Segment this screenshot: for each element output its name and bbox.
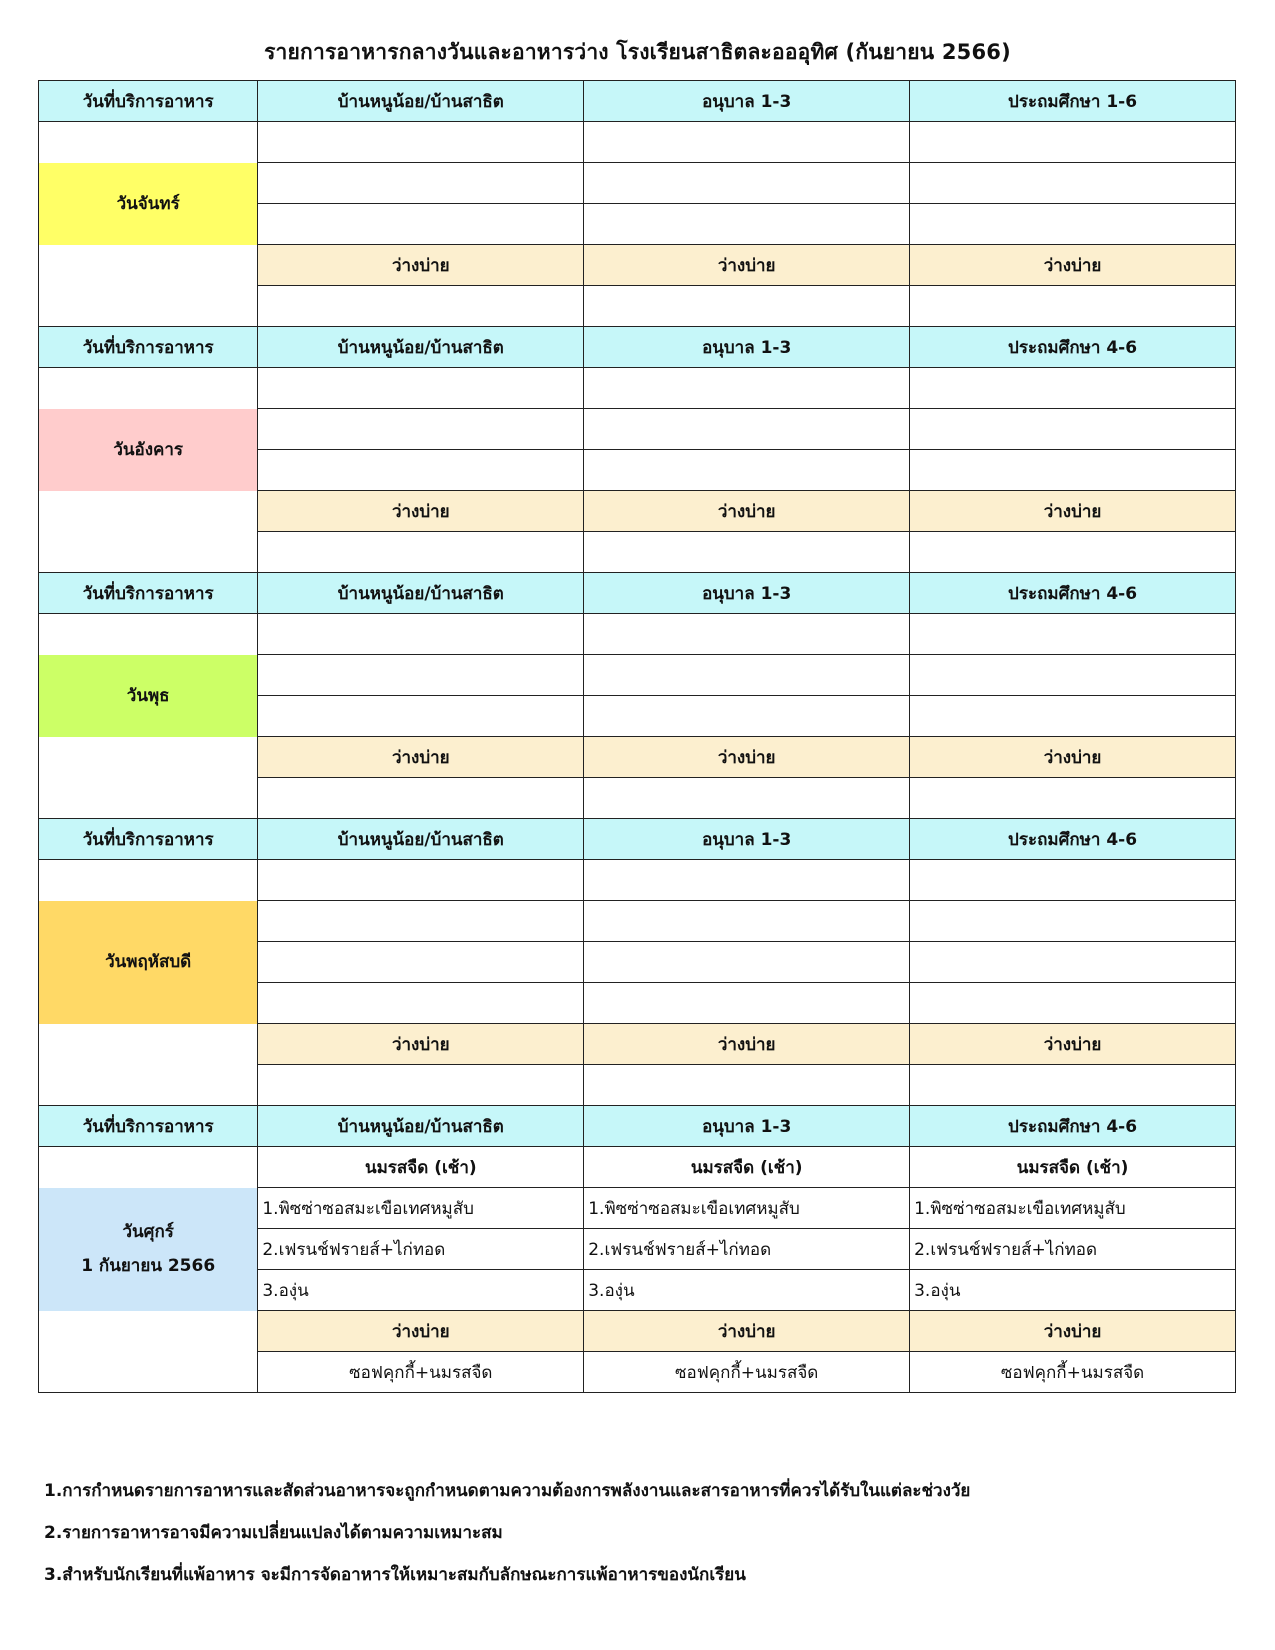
table-row bbox=[39, 368, 1236, 409]
day-label-thursday bbox=[39, 901, 258, 1024]
column-header: ประถมศึกษา 4-6 bbox=[910, 573, 1236, 614]
column-header: ประถมศึกษา 4-6 bbox=[910, 819, 1236, 860]
day-column-header: วันที่บริการอาหาร bbox=[39, 1106, 258, 1147]
menu-cell bbox=[910, 450, 1236, 491]
menu-cell bbox=[584, 122, 910, 163]
footnote: 1.การกำหนดรายการอาหารและสัดส่วนอาหารจะถูกกำหนดตามความต้องการพลังงานและสารอาหารที่ควรได้รับในแต่ละช่วงวัย bbox=[44, 1481, 971, 1501]
menu-cell bbox=[584, 614, 910, 655]
day-name: วันศุกร์ bbox=[122, 1222, 174, 1242]
menu-cell bbox=[258, 901, 584, 942]
day-spacer bbox=[39, 778, 258, 819]
footnote: 3.สำหรับนักเรียนที่แพ้อาหาร จะมีการจัดอาหารให้เหมาะสมกับลักษณะการแพ้อาหารของนักเรียน bbox=[44, 1565, 746, 1585]
menu-cell bbox=[258, 163, 584, 204]
day-column-header: วันที่บริการอาหาร bbox=[39, 819, 258, 860]
day-date: 1 กันยายน 2566 bbox=[81, 1256, 216, 1276]
table-row bbox=[39, 860, 1236, 901]
menu-cell: 3.องุ่น bbox=[584, 1270, 910, 1311]
day-spacer bbox=[39, 860, 258, 901]
menu-cell bbox=[584, 655, 910, 696]
menu-cell: นมรสจืด (เช้า) bbox=[910, 1147, 1236, 1188]
menu-cell bbox=[584, 450, 910, 491]
snack-label: ว่างบ่าย bbox=[910, 737, 1236, 778]
day-spacer bbox=[39, 532, 258, 573]
day-label-tuesday bbox=[39, 409, 258, 491]
menu-cell bbox=[584, 983, 910, 1024]
table-row bbox=[39, 1147, 1236, 1188]
menu-cell bbox=[910, 163, 1236, 204]
table-row bbox=[39, 163, 1236, 204]
day-name: วันพุธ bbox=[126, 685, 170, 706]
day-spacer bbox=[39, 491, 258, 532]
column-header: อนุบาล 1-3 bbox=[584, 819, 910, 860]
menu-cell bbox=[910, 409, 1236, 450]
menu-cell bbox=[258, 122, 584, 163]
snack-cell bbox=[584, 1065, 910, 1106]
day-spacer bbox=[39, 614, 258, 655]
snack-row bbox=[39, 778, 1236, 819]
snack-row bbox=[39, 532, 1236, 573]
snack-cell: ซอฟคุกกี้+นมรสจืด bbox=[584, 1352, 910, 1393]
snack-row bbox=[39, 1065, 1236, 1106]
snack-label: ว่างบ่าย bbox=[258, 245, 584, 286]
header-row bbox=[39, 573, 1236, 614]
menu-cell bbox=[584, 368, 910, 409]
menu-cell bbox=[258, 942, 584, 983]
snack-label: ว่างบ่าย bbox=[584, 737, 910, 778]
menu-cell bbox=[910, 860, 1236, 901]
day-spacer bbox=[39, 368, 258, 409]
column-header: บ้านหนูน้อย/บ้านสาธิต bbox=[258, 327, 584, 368]
menu-cell: 1.พิซซ่าซอสมะเขือเทศหมูสับ bbox=[258, 1188, 584, 1229]
day-name: วันจันทร์ bbox=[116, 193, 180, 214]
menu-cell bbox=[584, 409, 910, 450]
menu-cell bbox=[258, 204, 584, 245]
column-header: อนุบาล 1-3 bbox=[584, 81, 910, 122]
menu-cell bbox=[258, 655, 584, 696]
footnotes bbox=[44, 1470, 970, 1596]
menu-cell bbox=[258, 860, 584, 901]
snack-label: ว่างบ่าย bbox=[258, 491, 584, 532]
column-header: ประถมศึกษา 4-6 bbox=[910, 1106, 1236, 1147]
day-spacer bbox=[39, 245, 258, 286]
snack-cell: ซอฟคุกกี้+นมรสจืด bbox=[258, 1352, 584, 1393]
snack-row bbox=[39, 286, 1236, 327]
snack-label: ว่างบ่าย bbox=[258, 1024, 584, 1065]
snack-label: ว่างบ่าย bbox=[258, 737, 584, 778]
snack-cell bbox=[584, 286, 910, 327]
menu-cell: นมรสจืด (เช้า) bbox=[584, 1147, 910, 1188]
day-column-header: วันที่บริการอาหาร bbox=[39, 327, 258, 368]
snack-cell: ซอฟคุกกี้+นมรสจืด bbox=[910, 1352, 1236, 1393]
day-block-thursday bbox=[39, 819, 1236, 1106]
menu-cell bbox=[584, 901, 910, 942]
day-column-header: วันที่บริการอาหาร bbox=[39, 573, 258, 614]
footnote: 2.รายการอาหารอาจมีความเปลี่ยนแปลงได้ตามความเหมาะสม bbox=[44, 1523, 503, 1543]
day-label-friday bbox=[39, 1188, 258, 1311]
column-header: ประถมศึกษา 1-6 bbox=[910, 81, 1236, 122]
header-row bbox=[39, 81, 1236, 122]
snack-cell bbox=[584, 532, 910, 573]
day-spacer bbox=[39, 286, 258, 327]
menu-cell bbox=[584, 204, 910, 245]
snack-label: ว่างบ่าย bbox=[258, 1311, 584, 1352]
snack-cell bbox=[258, 1065, 584, 1106]
menu-cell: 1.พิซซ่าซอสมะเขือเทศหมูสับ bbox=[584, 1188, 910, 1229]
column-header: บ้านหนูน้อย/บ้านสาธิต bbox=[258, 573, 584, 614]
menu-cell bbox=[910, 696, 1236, 737]
day-column-header: วันที่บริการอาหาร bbox=[39, 81, 258, 122]
snack-label: ว่างบ่าย bbox=[584, 245, 910, 286]
menu-cell bbox=[910, 614, 1236, 655]
menu-cell bbox=[258, 614, 584, 655]
menu-table bbox=[38, 80, 1236, 1393]
snack-header-row bbox=[39, 245, 1236, 286]
menu-cell bbox=[258, 983, 584, 1024]
column-header: บ้านหนูน้อย/บ้านสาธิต bbox=[258, 1106, 584, 1147]
menu-cell: นมรสจืด (เช้า) bbox=[258, 1147, 584, 1188]
menu-cell bbox=[910, 942, 1236, 983]
menu-cell bbox=[258, 368, 584, 409]
table-row bbox=[39, 901, 1236, 942]
snack-cell bbox=[584, 778, 910, 819]
snack-label: ว่างบ่าย bbox=[584, 491, 910, 532]
day-spacer bbox=[39, 1311, 258, 1352]
menu-cell: 2.เฟรนช์ฟรายส์+ไก่ทอด bbox=[910, 1229, 1236, 1270]
snack-header-row bbox=[39, 491, 1236, 532]
snack-cell bbox=[910, 778, 1236, 819]
snack-cell bbox=[258, 286, 584, 327]
menu-cell bbox=[910, 368, 1236, 409]
header-row bbox=[39, 1106, 1236, 1147]
column-header: อนุบาล 1-3 bbox=[584, 327, 910, 368]
table-row bbox=[39, 409, 1236, 450]
menu-cell: 2.เฟรนช์ฟรายส์+ไก่ทอด bbox=[584, 1229, 910, 1270]
snack-header-row bbox=[39, 1311, 1236, 1352]
table-row bbox=[39, 655, 1236, 696]
page-title: รายการอาหารกลางวันและอาหารว่าง โรงเรียนสาธิตละอออุทิศ (กันยายน 2566) bbox=[264, 40, 1011, 64]
day-name: วันพฤหัสบดี bbox=[105, 952, 192, 972]
menu-cell: 3.องุ่น bbox=[258, 1270, 584, 1311]
day-block-monday bbox=[39, 81, 1236, 327]
menu-cell bbox=[910, 122, 1236, 163]
day-spacer bbox=[39, 737, 258, 778]
menu-cell bbox=[584, 163, 910, 204]
snack-cell bbox=[910, 286, 1236, 327]
snack-cell bbox=[258, 532, 584, 573]
snack-label: ว่างบ่าย bbox=[910, 1024, 1236, 1065]
table-row bbox=[39, 614, 1236, 655]
header-row bbox=[39, 327, 1236, 368]
day-spacer bbox=[39, 1024, 258, 1065]
menu-cell bbox=[584, 696, 910, 737]
menu-cell bbox=[910, 983, 1236, 1024]
column-header: ประถมศึกษา 4-6 bbox=[910, 327, 1236, 368]
day-name: วันอังคาร bbox=[113, 439, 184, 460]
day-spacer bbox=[39, 1147, 258, 1188]
day-spacer bbox=[39, 1065, 258, 1106]
menu-cell: 2.เฟรนช์ฟรายส์+ไก่ทอด bbox=[258, 1229, 584, 1270]
snack-label: ว่างบ่าย bbox=[910, 245, 1236, 286]
snack-label: ว่างบ่าย bbox=[584, 1311, 910, 1352]
day-spacer bbox=[39, 1352, 258, 1393]
menu-cell: 1.พิซซ่าซอสมะเขือเทศหมูสับ bbox=[910, 1188, 1236, 1229]
menu-cell bbox=[584, 860, 910, 901]
snack-header-row bbox=[39, 737, 1236, 778]
day-block-friday bbox=[39, 1106, 1236, 1393]
table-row bbox=[39, 122, 1236, 163]
menu-cell bbox=[910, 655, 1236, 696]
menu-cell bbox=[258, 696, 584, 737]
snack-cell bbox=[910, 532, 1236, 573]
snack-cell bbox=[258, 778, 584, 819]
table-row bbox=[39, 1188, 1236, 1229]
menu-cell bbox=[584, 942, 910, 983]
menu-cell bbox=[910, 204, 1236, 245]
menu-cell bbox=[910, 901, 1236, 942]
snack-row bbox=[39, 1352, 1236, 1393]
snack-label: ว่างบ่าย bbox=[584, 1024, 910, 1065]
menu-cell bbox=[258, 409, 584, 450]
menu-cell: 3.องุ่น bbox=[910, 1270, 1236, 1311]
day-label-monday bbox=[39, 163, 258, 245]
menu-cell bbox=[258, 450, 584, 491]
column-header: อนุบาล 1-3 bbox=[584, 573, 910, 614]
snack-header-row bbox=[39, 1024, 1236, 1065]
day-block-tuesday bbox=[39, 327, 1236, 573]
column-header: บ้านหนูน้อย/บ้านสาธิต bbox=[258, 81, 584, 122]
day-label-wednesday bbox=[39, 655, 258, 737]
snack-cell bbox=[910, 1065, 1236, 1106]
header-row bbox=[39, 819, 1236, 860]
day-spacer bbox=[39, 122, 258, 163]
column-header: อนุบาล 1-3 bbox=[584, 1106, 910, 1147]
day-block-wednesday bbox=[39, 573, 1236, 819]
snack-label: ว่างบ่าย bbox=[910, 1311, 1236, 1352]
snack-label: ว่างบ่าย bbox=[910, 491, 1236, 532]
column-header: บ้านหนูน้อย/บ้านสาธิต bbox=[258, 819, 584, 860]
